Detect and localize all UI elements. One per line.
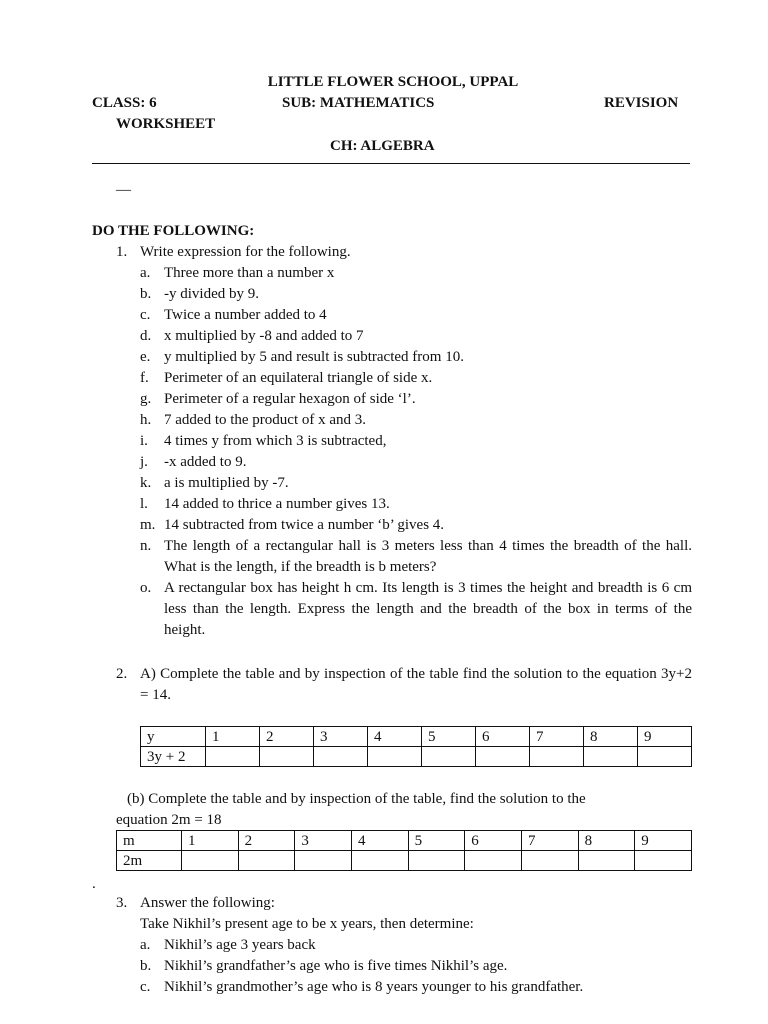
q2b-line2: equation 2m = 18 (116, 812, 222, 828)
list-item: o. A rectangular box has height h cm. Its length is 3 times the height and breadth is 6 cm less than the length. Express the length and the breadth of the box in terms of the height. (140, 580, 692, 638)
list-item: a. Three more than a number x (140, 265, 335, 281)
q2-number: 2. (116, 666, 128, 682)
school-title: LITTLE FLOWER SCHOOL, UPPAL (267, 74, 519, 90)
revision-label: REVISION (604, 95, 679, 111)
list-item: j. -x added to 9. (140, 454, 247, 470)
stray-dot: . (92, 876, 96, 892)
instruction-heading: DO THE FOLLOWING: (92, 223, 255, 239)
q1-title: Write expression for the following. (140, 244, 351, 260)
class-label: CLASS: 6 (92, 95, 157, 111)
table-2m (116, 830, 692, 871)
q3-number: 3. (116, 895, 128, 911)
q1-list (140, 263, 692, 641)
table-row: 3y + 2 (141, 747, 692, 767)
header-dash: — (116, 182, 131, 198)
table-row: y 1 2 3 4 5 6 7 8 9 (141, 727, 692, 747)
list-item: k. a is multiplied by -7. (140, 475, 289, 491)
list-item: m. 14 subtracted from twice a number ‘b’ gives 4. (140, 517, 445, 533)
list-item: b. -y divided by 9. (140, 286, 259, 302)
q3-title: Answer the following: (140, 895, 275, 911)
list-item: h. 7 added to the product of x and 3. (140, 412, 367, 428)
list-item: d. x multiplied by -8 and added to 7 (140, 328, 364, 344)
subject-label: SUB: MATHEMATICS (282, 95, 435, 111)
table-row: 2m (117, 851, 692, 871)
list-item: l. 14 added to thrice a number gives 13. (140, 496, 390, 512)
q2a-text: A) Complete the table and by inspection of the table find the solution to the equation 3y+2 = 14. (140, 666, 692, 703)
list-item: g. Perimeter of a regular hexagon of side ‘l’. (140, 391, 416, 407)
q3-intro: Take Nikhil’s present age to be x years, then determine: (140, 916, 474, 932)
q2b-line1: (b) Complete the table and by inspection of the table, find the solution to the (127, 791, 586, 807)
list-item: b. Nikhil’s grandfather’s age who is five times Nikhil’s age. (140, 958, 508, 974)
list-item: c. Nikhil’s grandmother’s age who is 8 years younger to his grandfather. (140, 979, 584, 995)
list-item: n. The length of a rectangular hall is 3 meters less than 4 times the breadth of the hall. What is the length, if the breadth is b meters? (140, 538, 692, 575)
list-item: c. Twice a number added to 4 (140, 307, 327, 323)
list-item: f. Perimeter of an equilateral triangle of side x. (140, 370, 433, 386)
table-row: m 1 2 3 4 5 6 7 8 9 (117, 831, 692, 851)
chapter-label: CH: ALGEBRA (330, 138, 435, 154)
table-3y-plus-2 (140, 726, 692, 767)
q3-list (140, 935, 692, 998)
worksheet-label: WORKSHEET (116, 116, 216, 132)
list-item: i. 4 times y from which 3 is subtracted, (140, 433, 387, 449)
list-item: e. y multiplied by 5 and result is subtracted from 10. (140, 349, 464, 365)
q1-number: 1. (116, 244, 128, 260)
header-rule (92, 163, 690, 164)
list-item: a. Nikhil’s age 3 years back (140, 937, 316, 953)
